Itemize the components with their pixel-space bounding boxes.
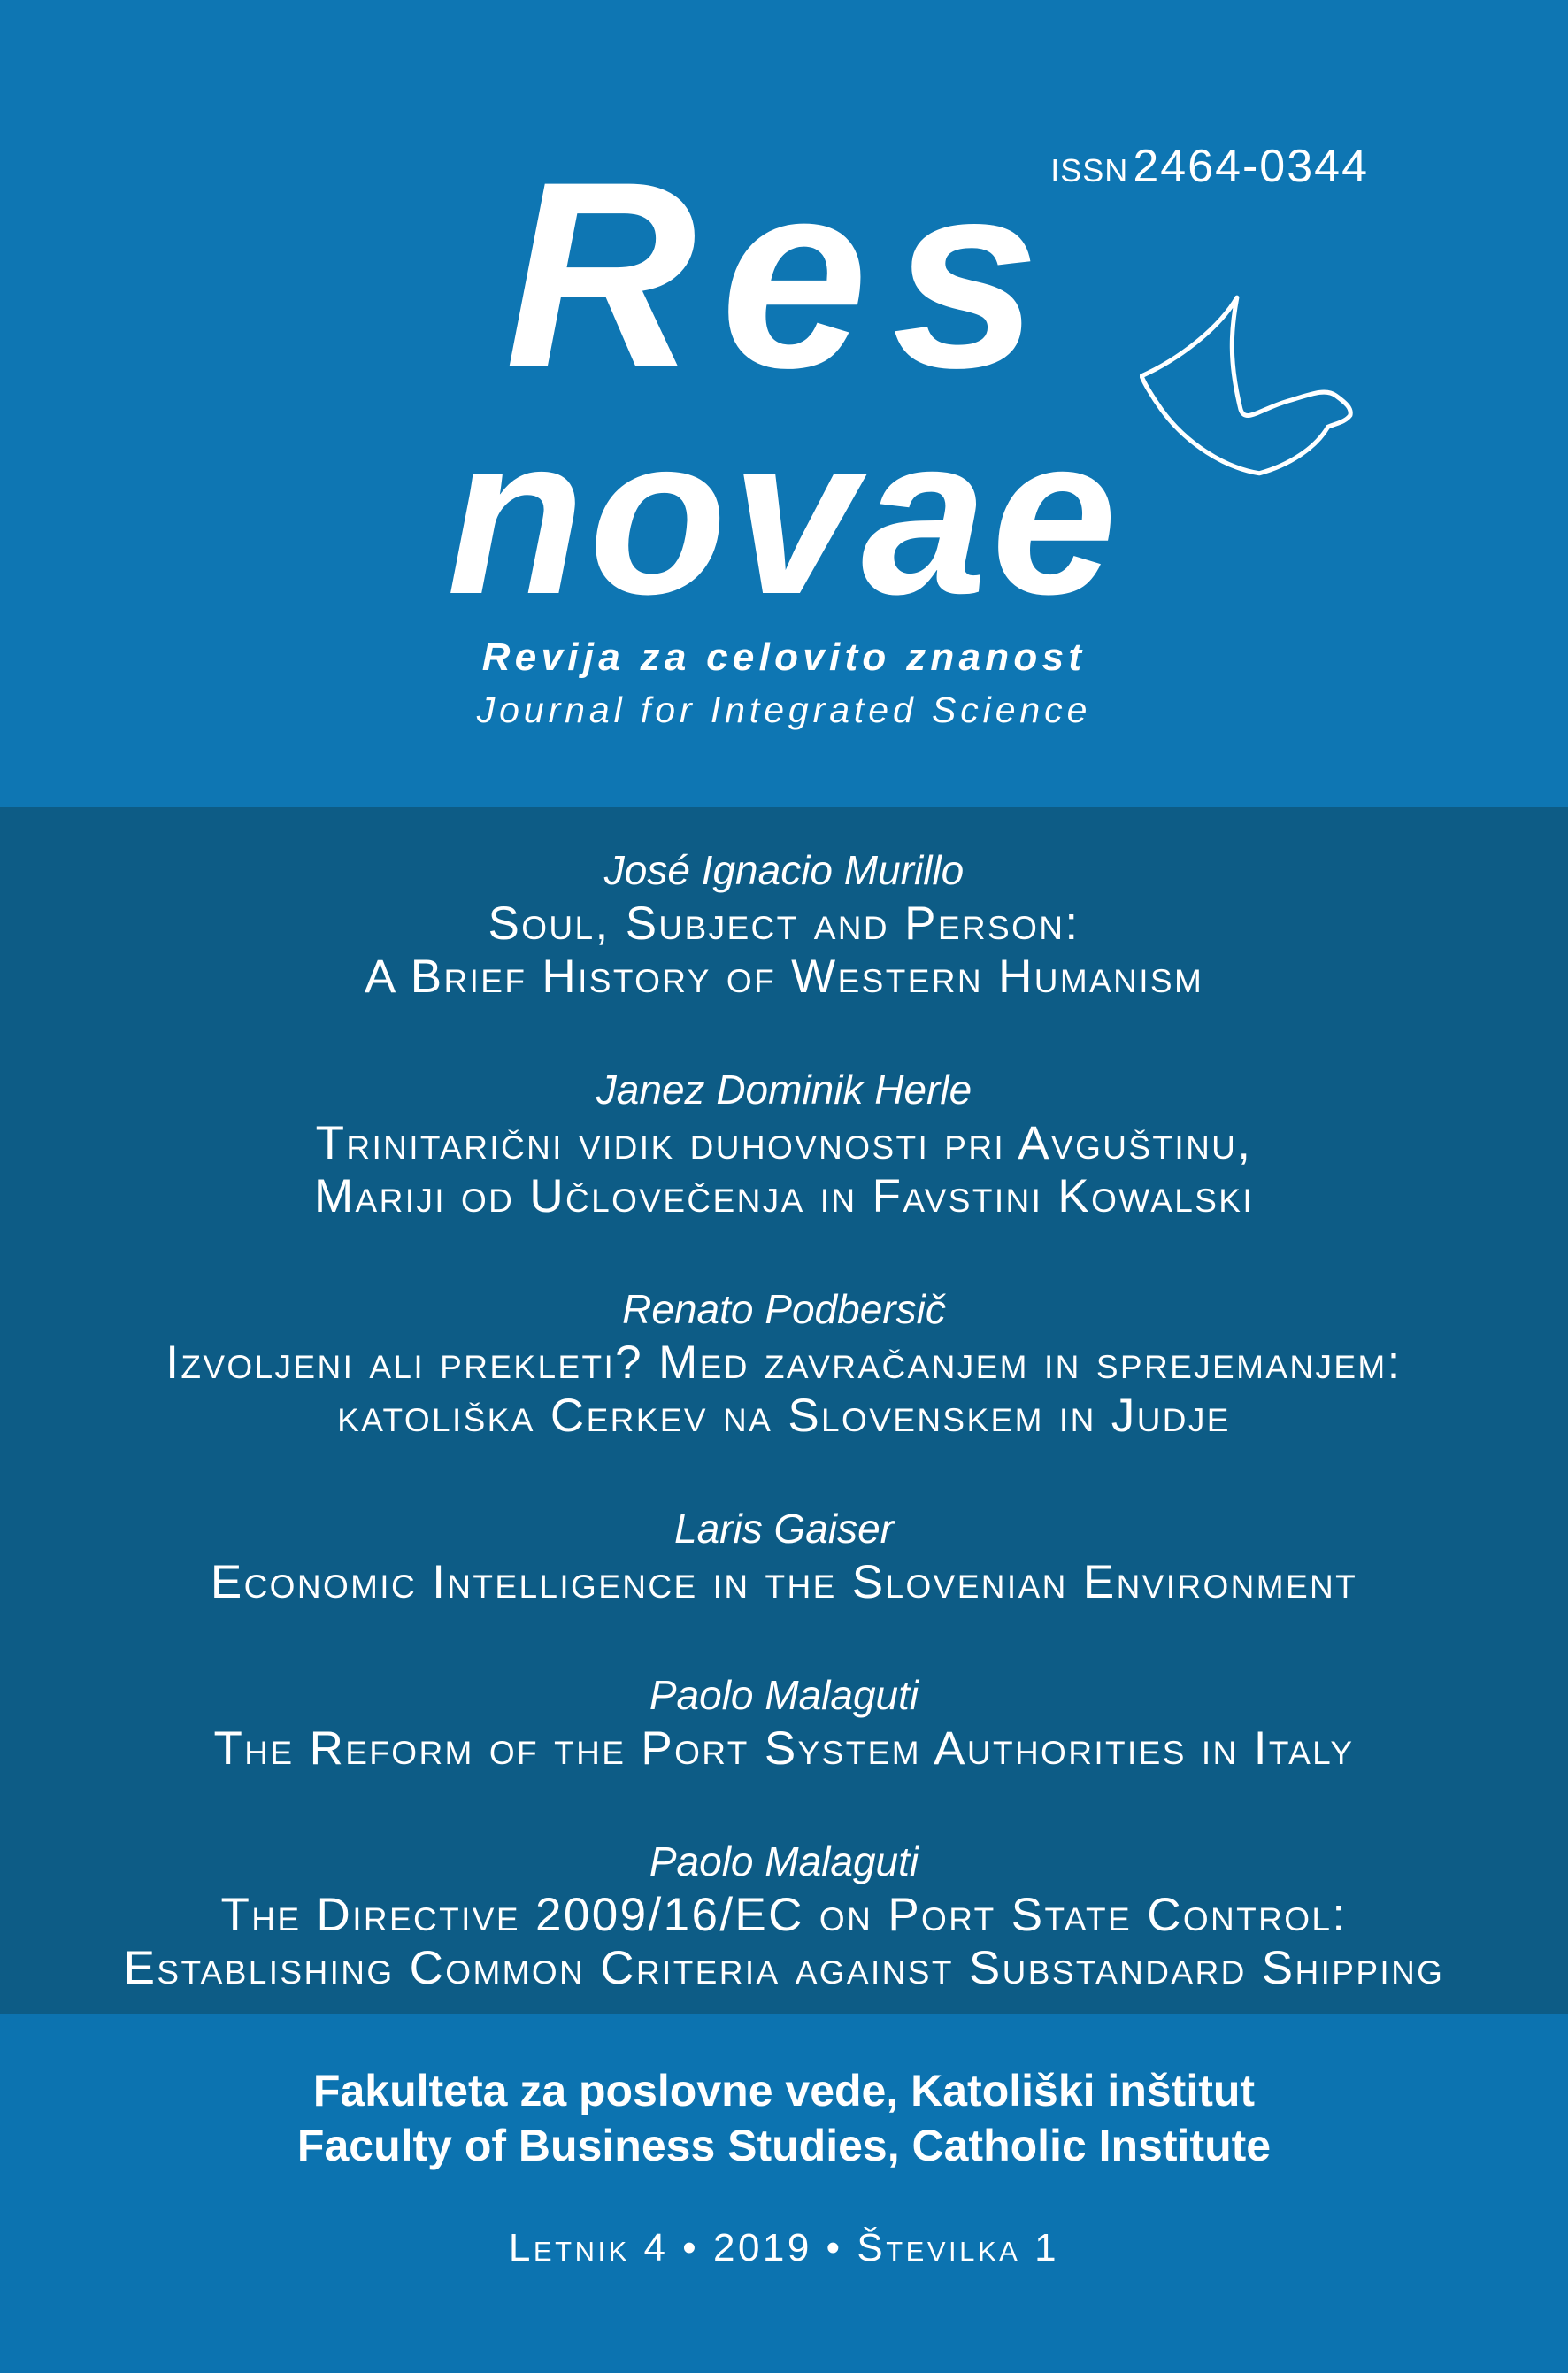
article-entry (0, 1668, 1568, 1776)
article-title-line: Izvoljeni ali prekleti? Med zavračanjem in sprejemanjem: (165, 1337, 1403, 1389)
journal-subtitle-english: Journal for Integrated Science (476, 690, 1092, 730)
publisher-english: Faculty of Business Studies, Catholic Institute (296, 2121, 1272, 2170)
journal-title-line1: Res (504, 126, 1064, 423)
article-author: José Ignacio Murillo (603, 847, 965, 893)
publisher-footer (0, 2014, 1568, 2373)
article-entry (0, 1062, 1568, 1223)
masthead (0, 0, 1568, 807)
table-of-contents (0, 807, 1568, 2014)
article-entry (0, 843, 1568, 1004)
article-title-line: Economic Intelligence in the Slovenian Environment (210, 1556, 1358, 1608)
article-title-line: The Reform of the Port System Authorities in Italy (213, 1722, 1355, 1775)
issn-label: ISSN (1050, 152, 1129, 189)
article-author: Janez Dominik Herle (596, 1067, 972, 1113)
issn-number: 2464-0344 (1133, 141, 1369, 192)
article-title-line: Soul, Subject and Person: (488, 898, 1080, 950)
issn (1050, 140, 1369, 193)
article-entry (0, 1282, 1568, 1443)
article-title-line: Establishing Common Criteria against Substandard Shipping (123, 1942, 1445, 1994)
article-entry (0, 1501, 1568, 1609)
article-author: Renato Podbersič (622, 1286, 946, 1332)
article-author: Laris Gaiser (674, 1506, 894, 1552)
article-title-line: katoliška Cerkev na Slovenskem in Judje (337, 1390, 1231, 1442)
journal-title-line2: novae (446, 389, 1122, 642)
dove-icon (1140, 290, 1363, 487)
article-title-line: Trinitarični vidik duhovnosti pri Avguštinu, (315, 1117, 1253, 1169)
journal-subtitle-slovenian: Revija za celovito znanost (481, 636, 1087, 679)
article-title-line: A Brief History of Western Humanism (364, 951, 1204, 1003)
article-entry (0, 1834, 1568, 1995)
article-title-line: Mariji od Učlovečenja in Favstini Kowalski (313, 1170, 1255, 1222)
article-author: Paolo Malaguti (649, 1838, 919, 1884)
publisher-slovenian: Fakulteta za poslovne vede, Katoliški inštitut (312, 2066, 1256, 2115)
article-author: Paolo Malaguti (649, 1672, 919, 1718)
article-title-line: The Directive 2009/16/EC on Port State Control: (220, 1889, 1348, 1941)
issue-line: Letnik 4 • 2019 • Številka 1 (508, 2226, 1060, 2269)
